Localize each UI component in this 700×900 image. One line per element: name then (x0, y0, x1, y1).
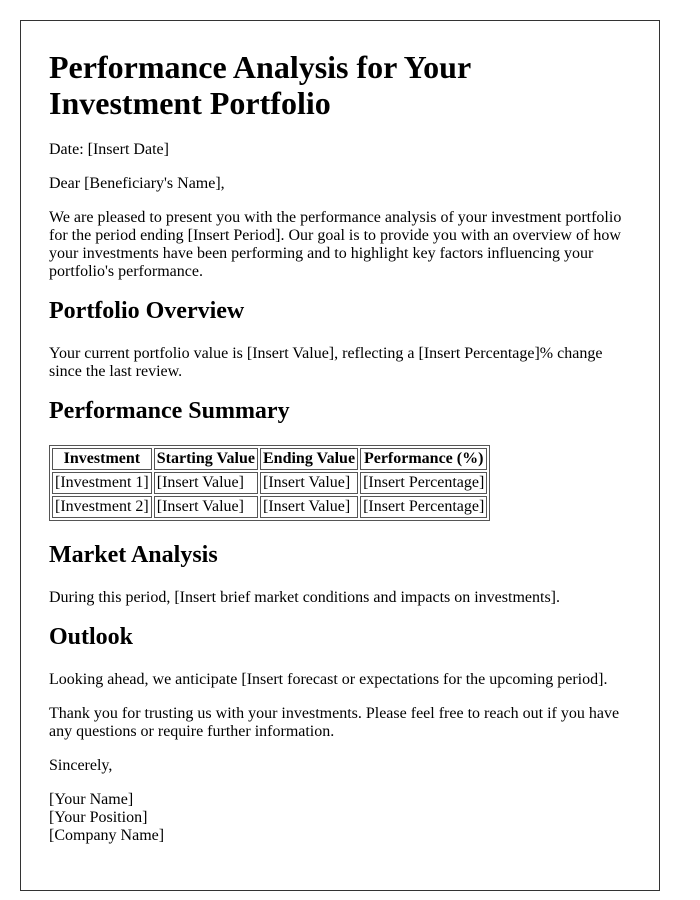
table-cell-starting-value: [Insert Value] (154, 472, 258, 494)
summary-heading: Performance Summary (49, 398, 290, 424)
column-header-starting-value: Starting Value (154, 448, 258, 470)
page-title: Performance Analysis for Your Investment Portfolio (49, 49, 471, 121)
table-cell-investment: [Investment 1] (52, 472, 152, 494)
table-cell-investment: [Investment 2] (52, 496, 152, 518)
table-cell-ending-value: [Insert Value] (260, 496, 358, 518)
closing-paragraph: Thank you for trusting us with your investments. Please feel free to reach out if you have any questions or require further information. (49, 705, 620, 740)
column-header-ending-value: Ending Value (260, 448, 358, 470)
overview-heading: Portfolio Overview (49, 298, 245, 324)
column-header-investment: Investment (52, 448, 152, 470)
signature-name: [Your Name] (49, 791, 134, 808)
table-cell-performance: [Insert Percentage] (360, 496, 487, 518)
signature-company: [Company Name] (49, 827, 165, 844)
table-cell-performance: [Insert Percentage] (360, 472, 487, 494)
table-cell-starting-value: [Insert Value] (154, 496, 258, 518)
outlook-paragraph: Looking ahead, we anticipate [Insert forecast or expectations for the upcoming period]. (49, 671, 608, 688)
table-row (52, 472, 487, 494)
date-line: Date: [Insert Date] (49, 141, 169, 158)
signoff: Sincerely, (49, 757, 113, 774)
table-cell-ending-value: [Insert Value] (260, 472, 358, 494)
letter-container (20, 20, 660, 891)
table-row (52, 496, 487, 518)
market-paragraph: During this period, [Insert brief market conditions and impacts on investments]. (49, 589, 560, 606)
column-header-performance: Performance (%) (360, 448, 487, 470)
performance-table (49, 445, 490, 521)
outlook-heading: Outlook (49, 624, 134, 650)
market-heading: Market Analysis (49, 542, 218, 568)
overview-paragraph: Your current portfolio value is [Insert Value], reflecting a [Insert Percentage]% change since the last review. (49, 345, 603, 380)
intro-paragraph: We are pleased to present you with the performance analysis of your investment portfolio for the period ending [Insert Period]. Our goal is to provide you with an overview of how your investments have been performing and to highlight key factors influencing your portfolio's performance. (49, 209, 622, 280)
table-header-row (52, 448, 487, 470)
signature-block (49, 791, 631, 845)
salutation: Dear [Beneficiary's Name], (49, 175, 225, 192)
signature-position: [Your Position] (49, 809, 148, 826)
